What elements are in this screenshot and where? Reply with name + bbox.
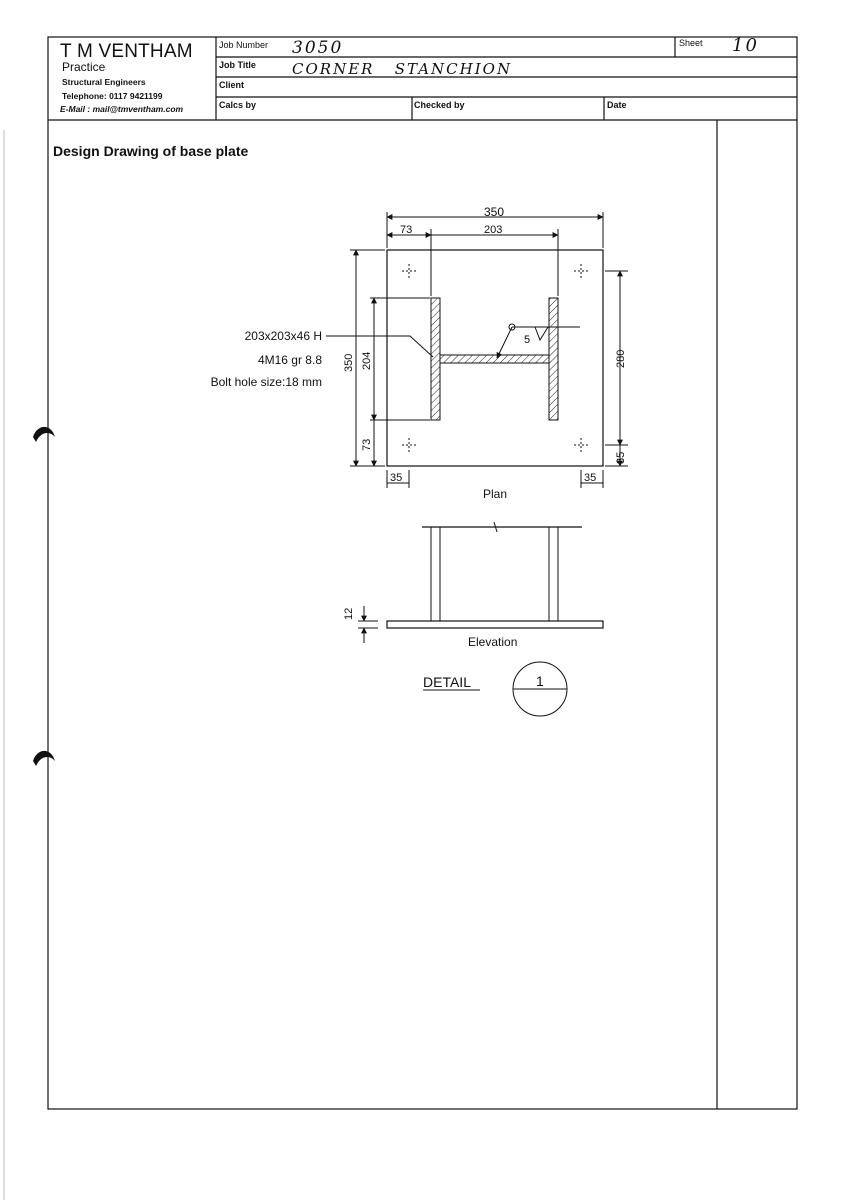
telephone-label: Telephone: 0117 9421199 (62, 91, 163, 101)
flange-left (431, 298, 440, 420)
base-plate-elevation (387, 621, 603, 628)
detail-label: DETAIL (423, 674, 471, 690)
weld-size: 5 (524, 334, 531, 346)
sheet-label: Sheet (679, 38, 703, 48)
checked-by-label: Checked by (414, 100, 465, 110)
practice-label: Practice (62, 60, 106, 74)
dim-plate-thickness: 12 (343, 607, 355, 620)
web (440, 355, 549, 363)
dim-bolt-spacing: 280 (615, 349, 627, 368)
job-title-label: Job Title (219, 60, 256, 70)
bolt-hole-note: Bolt hole size:18 mm (210, 375, 322, 389)
job-title-value: CORNER STANCHION (292, 60, 513, 78)
job-number-label: Job Number (219, 40, 269, 50)
dim-edge-bottom-left: 73 (361, 438, 373, 451)
date-label: Date (607, 100, 627, 110)
dim-edge-top: 73 (400, 224, 413, 236)
dim-overall-width: 350 (484, 205, 505, 219)
section-note: 203x203x46 H (244, 329, 322, 343)
client-label: Client (219, 80, 245, 90)
dim-inner-top: 203 (484, 224, 503, 236)
dim-bottom-right: 35 (584, 472, 597, 484)
dim-bolt-edge: 35 (615, 451, 627, 464)
elevation-caption: Elevation (468, 635, 518, 649)
dim-overall-height: 350 (343, 353, 355, 372)
dim-inner-height: 204 (361, 351, 373, 370)
email-label: E-Mail : mail@tmventham.com (60, 104, 184, 114)
flange-right (549, 298, 558, 420)
weld-leader (497, 327, 512, 358)
company-name: T M VENTHAM (60, 41, 193, 62)
bolts-note: 4M16 gr 8.8 (257, 353, 322, 367)
detail-number: 1 (536, 673, 544, 689)
dim-bottom-left: 35 (390, 472, 403, 484)
discipline-label: Structural Engineers (62, 77, 146, 87)
job-number-value: 3050 (292, 38, 344, 58)
plan-caption: Plan (483, 487, 508, 501)
calcs-by-label: Calcs by (219, 100, 257, 110)
sheet-number: 10 (732, 35, 759, 56)
section-title: Design Drawing of base plate (53, 143, 249, 159)
